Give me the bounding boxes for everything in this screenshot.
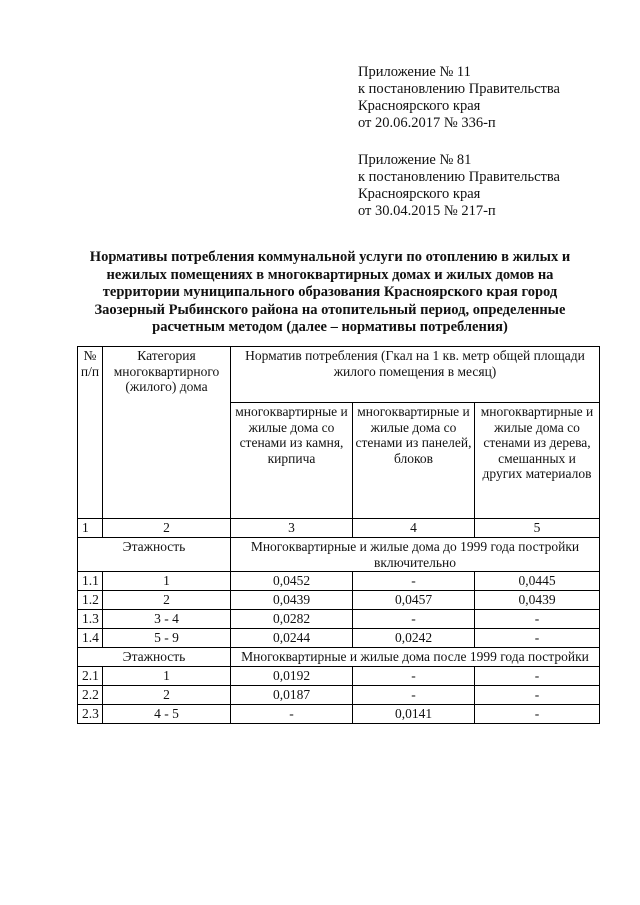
section-title: Многоквартирные и жилые дома до 1999 года постройки включительно (231, 538, 600, 572)
stone-value: 0,0452 (231, 572, 353, 591)
stone-value: 0,0187 (231, 685, 353, 704)
section-title: Многоквартирные и жилые дома после 1999 года постройки (231, 648, 600, 667)
wood-value: 0,0439 (475, 591, 600, 610)
stone-value: 0,0439 (231, 591, 353, 610)
column-number-row (78, 519, 600, 538)
table-row (78, 704, 600, 723)
panel-value: 0,0457 (353, 591, 475, 610)
floors-cell: 1 (103, 572, 231, 591)
wood-value: - (475, 685, 600, 704)
title-line: Нормативы потребления коммунальной услуги по отоплению в жилых и (89, 249, 571, 265)
table-row (78, 591, 600, 610)
section-label: Этажность (78, 648, 231, 667)
title-line: Заозерный Рыбинского района на отопительный период, определенные (94, 301, 566, 318)
table-header-row (78, 347, 600, 403)
annex-region: Красноярского края (358, 98, 481, 114)
wood-value: - (475, 629, 600, 648)
floors-cell: 2 (103, 591, 231, 610)
panel-value: - (353, 685, 475, 704)
panel-value: - (353, 572, 475, 591)
wood-value: - (475, 666, 600, 685)
annex-reference: к постановлению Правительства (358, 81, 560, 97)
panel-value: 0,0141 (353, 704, 475, 723)
column-number: 3 (231, 519, 353, 538)
wood-value: - (475, 610, 600, 629)
row-number: 2.3 (78, 704, 103, 723)
title-line: нежилых помещениях в многоквартирных домах и жилых домов на (106, 266, 554, 283)
table-row (78, 685, 600, 704)
table-row (78, 666, 600, 685)
panel-value: - (353, 666, 475, 685)
table-row (78, 629, 600, 648)
header-number: № п/п (78, 347, 103, 519)
stone-value: 0,0192 (231, 666, 353, 685)
floors-cell: 2 (103, 685, 231, 704)
section-header-row (78, 538, 600, 572)
stone-value: 0,0282 (231, 610, 353, 629)
header-category: Категория многоквартирного (жилого) дома (103, 347, 231, 519)
section-header-row (78, 648, 600, 667)
column-number: 5 (475, 519, 600, 538)
floors-cell: 1 (103, 666, 231, 685)
annex-header-2 (358, 152, 560, 220)
annex-date: от 30.04.2015 № 217-п (358, 203, 496, 219)
row-number: 1.1 (78, 572, 103, 591)
row-number: 1.4 (78, 629, 103, 648)
annex-date: от 20.06.2017 № 336-п (358, 115, 496, 131)
annex-number: Приложение № 81 (358, 152, 472, 168)
stone-value: - (231, 704, 353, 723)
header-norm: Норматив потребления (Гкал на 1 кв. метр общей площади жилого помещения в месяц) (231, 347, 600, 403)
row-number: 2.1 (78, 666, 103, 685)
annex-region: Красноярского края (358, 186, 481, 202)
floors-cell: 5 - 9 (103, 629, 231, 648)
subheader-stone: многоквартирные и жилые дома со стенами из камня, кирпича (231, 403, 353, 519)
floors-cell: 3 - 4 (103, 610, 231, 629)
document-title (70, 249, 590, 337)
norms-table (77, 346, 600, 724)
row-number: 2.2 (78, 685, 103, 704)
row-number: 1.2 (78, 591, 103, 610)
wood-value: - (475, 704, 600, 723)
column-number: 4 (353, 519, 475, 538)
stone-value: 0,0244 (231, 629, 353, 648)
title-line: расчетным методом (далее – нормативы потребления) (152, 319, 508, 335)
table-row (78, 610, 600, 629)
panel-value: 0,0242 (353, 629, 475, 648)
floors-cell: 4 - 5 (103, 704, 231, 723)
title-line: территории муниципального образования Красноярского края город (102, 284, 558, 300)
row-number: 1.3 (78, 610, 103, 629)
subheader-wood: многоквартирные и жилые дома со стенами из дерева, смешанных и других материалов (475, 403, 600, 519)
table-row (78, 572, 600, 591)
section-label: Этажность (78, 538, 231, 572)
subheader-panel: многоквартирные и жилые дома со стенами из панелей, блоков (353, 403, 475, 519)
panel-value: - (353, 610, 475, 629)
column-number: 2 (103, 519, 231, 538)
annex-number: Приложение № 11 (358, 64, 471, 80)
wood-value: 0,0445 (475, 572, 600, 591)
annex-header-1 (358, 64, 560, 132)
column-number: 1 (78, 519, 103, 538)
annex-reference: к постановлению Правительства (358, 169, 560, 185)
